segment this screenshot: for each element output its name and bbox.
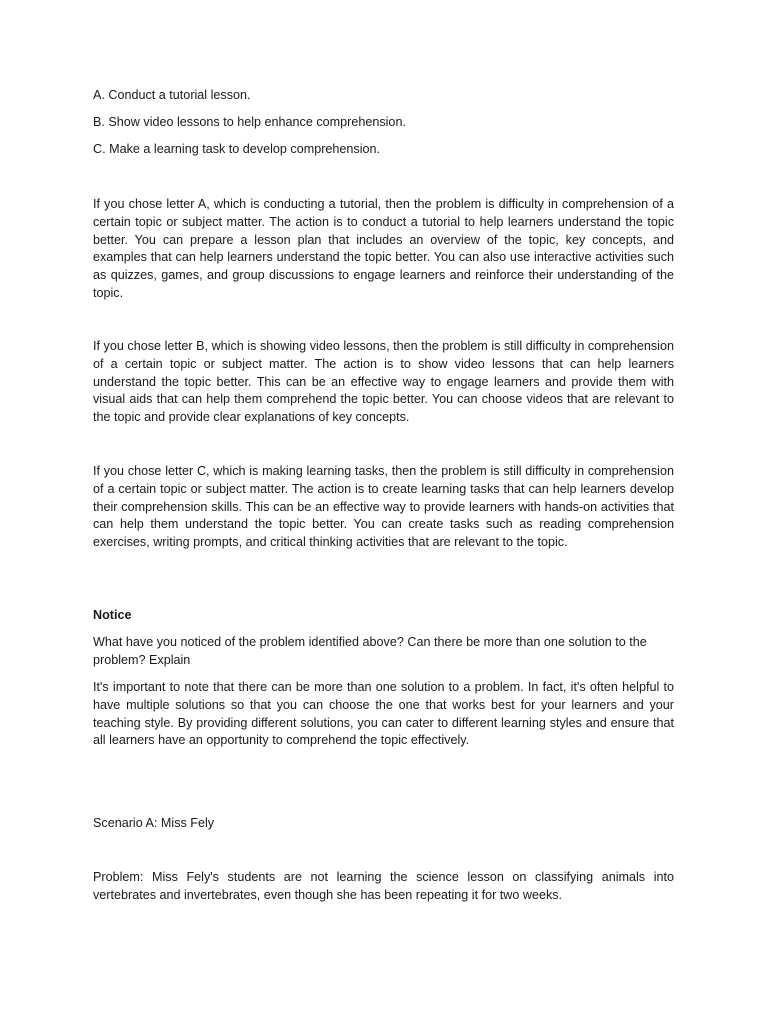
notice-heading: Notice <box>93 608 132 622</box>
scenario-title: Scenario A: Miss Fely <box>93 816 215 830</box>
paragraph-option-b: If you chose letter B, which is showing video lessons, then the problem is still difficulty in comprehension of a certain topic or subject matter. The action is to show video lessons that can help learners understand the topic better. This can be an effective way to engage learners and provide them with visual aids that can help them comprehend the topic better. You can choose videos that are relevant to the topic and provide clear explanations of key concepts. <box>93 339 674 425</box>
scenario-problem: Problem: Miss Fely's students are not learning the science lesson on classifying animals into vertebrates and invertebrates, even though she has been repeating it for two weeks. <box>93 870 674 902</box>
notice-question: What have you noticed of the problem identified above? Can there be more than one solution to the problem? Explain <box>93 635 647 667</box>
paragraph-option-c: If you chose letter C, which is making learning tasks, then the problem is still difficulty in comprehension of a certain topic or subject matter. The action is to create learning tasks that can help learners develop their comprehension skills. This can be an effective way to provide learners with hands-on activities that can help them understand the topic better. You can create tasks such as reading comprehension exercises, writing prompts, and critical thinking activities that are relevant to the topic. <box>93 464 674 550</box>
option-c: C. Make a learning task to develop comprehension. <box>93 142 381 156</box>
paragraph-option-a: If you chose letter A, which is conducting a tutorial, then the problem is difficulty in comprehension of a certain topic or subject matter. The action is to conduct a tutorial to help learners understand the topic better. You can prepare a lesson plan that includes an overview of the topic, key concepts, and examples that can help learners understand the topic better. You can also use interactive activities such as quizzes, games, and group discussions to engage learners and reinforce their understanding of the topic. <box>93 197 674 300</box>
notice-answer: It's important to note that there can be more than one solution to a problem. In fact, it's often helpful to have multiple solutions so that you can choose the one that works best for your learners and your teaching style. By providing different solutions, you can cater to different learning styles and ensure that all learners have an opportunity to comprehend the topic effectively. <box>93 680 674 748</box>
option-b: B. Show video lessons to help enhance comprehension. <box>93 115 406 129</box>
option-a: A. Conduct a tutorial lesson. <box>93 88 251 102</box>
